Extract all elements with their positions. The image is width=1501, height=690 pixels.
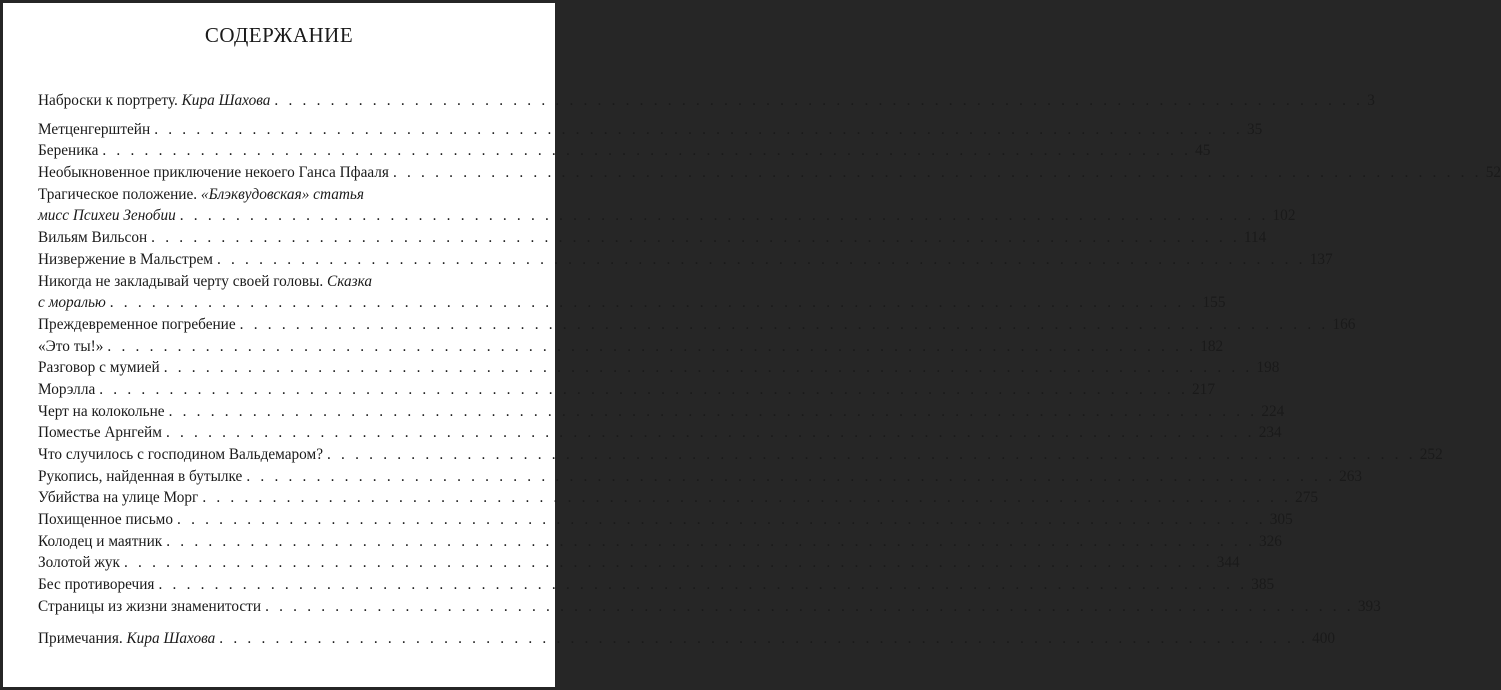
- dot-leader: . . . . . . . . . . . . . . . . . . . . . . . . . . . . . . . . . . . . . . . . . . . . . . . . . . . . . . . . . . . . . . . . . . . . . . . . . . . . . .: [107, 337, 1197, 355]
- toc-entry[interactable]: [38, 249, 1333, 271]
- entry-title: Черт на колокольне: [38, 402, 165, 420]
- dot-leader: . . . . . . . . . . . . . . . . . . . . . . . . . . . . . . . . . . . . . . . . . . . . . . . . . . . . . . . . . . . . . . . . . . . . . . . . . . . . . .: [99, 380, 1189, 398]
- toc-entry[interactable]: [38, 119, 1263, 141]
- entry-title: Рукопись, найденная в бутылке: [38, 467, 243, 485]
- toc-entry[interactable]: [38, 162, 1501, 184]
- entry-page-number: 252: [1419, 445, 1443, 463]
- toc-entry[interactable]: [38, 531, 1282, 553]
- dot-leader: . . . . . . . . . . . . . . . . . . . . . . . . . . . . . . . . . . . . . . . . . . . . . . . . . . . . . . . . . . . . . . . . . . . . . . . . . . . . . .: [166, 532, 1255, 550]
- entry-title: «Это ты!»: [38, 337, 104, 355]
- toc-entry[interactable]: [38, 336, 1224, 358]
- dot-leader: . . . . . . . . . . . . . . . . . . . . . . . . . . . . . . . . . . . . . . . . . . . . . . . . . . . . . . . . . . . . . . . . . . . . . . . . . . . . . .: [274, 91, 1364, 109]
- entry-title: Морэлла: [38, 380, 96, 398]
- dot-leader: . . . . . . . . . . . . . . . . . . . . . . . . . . . . . . . . . . . . . . . . . . . . . . . . . . . . . . . . . . . . . . . . . . . . . . . . . . . . . .: [179, 207, 1269, 225]
- dot-leader: . . . . . . . . . . . . . . . . . . . . . . . . . . . . . . . . . . . . . . . . . . . . . . . . . . . . . . . . . . . . . . . . . . . . . . . . . . . . . .: [392, 164, 1482, 182]
- toc-entry-intro[interactable]: [38, 90, 1375, 112]
- dot-leader: . . . . . . . . . . . . . . . . . . . . . . . . . . . . . . . . . . . . . . . . . . . . . . . . . . . . . . . . . . . . . . . . . . . . . . . . . . . . . .: [168, 402, 1258, 420]
- dot-leader: . . . . . . . . . . . . . . . . . . . . . . . . . . . . . . . . . . . . . . . . . . . . . . . . . . . . . . . . . . . . . . . . . . . . . . . . . . . . . .: [163, 359, 1253, 377]
- entry-page-number: 224: [1261, 402, 1285, 420]
- dot-leader: . . . . . . . . . . . . . . . . . . . . . . . . . . . . . . . . . . . . . . . . . . . . . . . . . . . . . . . . . . . . . . . . . . . . . . . . . . . . . .: [102, 142, 1192, 160]
- toc-entry[interactable]: [38, 401, 1285, 423]
- book-page: [3, 3, 1501, 687]
- dot-leader: . . . . . . . . . . . . . . . . . . . . . . . . . . . . . . . . . . . . . . . . . . . . . . . . . . . . . . . . . . . . . . . . . . . . . . . . . . . . . .: [165, 424, 1255, 442]
- entry-title: Наброски к портрету. Кира Шахова: [38, 91, 271, 109]
- entry-title: Колодец и маятник: [38, 532, 163, 550]
- entry-title: Метценгерштейн: [38, 120, 151, 138]
- toc-entry[interactable]: [38, 422, 1282, 444]
- entry-title: Примечания. Кира Шахова: [38, 630, 216, 648]
- entry-page-number: 114: [1243, 229, 1267, 247]
- dot-leader: . . . . . . . . . . . . . . . . . . . . . . . . . . . . . . . . . . . . . . . . . . . . . . . . . . . . . . . . . . . . . . . . . . . . . . . . . . . . . .: [123, 554, 1213, 572]
- toc-entry[interactable]: [38, 227, 1267, 249]
- entry-page-number: 52: [1485, 164, 1501, 182]
- entry-page-number: 3: [1367, 91, 1375, 109]
- entry-title: Страницы из жизни знаменитости: [38, 597, 262, 615]
- entry-title-line-2: [38, 205, 1296, 227]
- entry-page-number: 35: [1246, 120, 1263, 138]
- dot-leader: . . . . . . . . . . . . . . . . . . . . . . . . . . . . . . . . . . . . . . . . . . . . . . . . . . . . . . . . . . . . . . . . . . . . . . . . . . . . . .: [177, 511, 1266, 529]
- entry-title: Бес противоречия: [38, 576, 155, 594]
- toc-entry[interactable]: [38, 574, 1275, 596]
- entry-page-number: 155: [1202, 294, 1226, 312]
- dot-leader: . . . . . . . . . . . . . . . . . . . . . . . . . . . . . . . . . . . . . . . . . . . . . . . . . . . . . . . . . . . . . . . . . . . . . . . . . . . . . .: [158, 576, 1248, 594]
- entry-title: Золотой жук: [38, 554, 120, 572]
- entry-page-number: 393: [1357, 597, 1381, 615]
- toc-entry[interactable]: [38, 552, 1240, 574]
- entry-title: с моралью: [38, 294, 106, 312]
- toc-entry[interactable]: [38, 314, 1356, 336]
- entry-page-number: 182: [1200, 337, 1224, 355]
- entry-page-number: 305: [1269, 511, 1293, 529]
- dot-leader: . . . . . . . . . . . . . . . . . . . . . . . . . . . . . . . . . . . . . . . . . . . . . . . . . . . . . . . . . . . . . . . . . . . . . . . . . . . . . .: [151, 229, 1240, 247]
- entry-page-number: 385: [1251, 576, 1275, 594]
- dot-leader: . . . . . . . . . . . . . . . . . . . . . . . . . . . . . . . . . . . . . . . . . . . . . . . . . . . . . . . . . . . . . . . . . . . . . . . . . . . . . .: [265, 597, 1354, 615]
- entry-page-number: 198: [1256, 359, 1280, 377]
- entry-page-number: 344: [1216, 554, 1240, 572]
- toc-entry[interactable]: [38, 357, 1280, 379]
- entry-title: Необыкновенное приключение некоего Ганса Пфааля: [38, 164, 389, 182]
- entry-title: Что случилось с господином Вальдемаром?: [38, 445, 323, 463]
- entry-title: Береника: [38, 142, 99, 160]
- toc-entry-tragic[interactable]: [38, 184, 1296, 227]
- toc-entry-notes[interactable]: [38, 629, 1336, 651]
- entry-title: Убийства на улице Морг: [38, 489, 199, 507]
- dot-leader: . . . . . . . . . . . . . . . . . . . . . . . . . . . . . . . . . . . . . . . . . . . . . . . . . . . . . . . . . . . . . . . . . . . . . . . . . . . . . .: [216, 250, 1306, 268]
- toc-entry[interactable]: [38, 444, 1443, 466]
- entry-title-line-1: Никогда не закладывай черту своей головы. Сказка: [38, 272, 373, 290]
- entry-page-number: 326: [1258, 532, 1282, 550]
- entry-title-line-2: [38, 292, 1226, 314]
- toc-entry[interactable]: [38, 509, 1293, 531]
- entry-page-number: 263: [1339, 467, 1363, 485]
- entry-title-line-1: Трагическое положение. «Блэквудовская» статья: [38, 185, 364, 203]
- entry-page-number: 137: [1309, 250, 1333, 268]
- toc-entry[interactable]: [38, 379, 1215, 401]
- dot-leader: . . . . . . . . . . . . . . . . . . . . . . . . . . . . . . . . . . . . . . . . . . . . . . . . . . . . . . . . . . . . . . . . . . . . . . . . . . . . . .: [109, 294, 1199, 312]
- toc-entry[interactable]: [38, 466, 1363, 488]
- dot-leader: . . . . . . . . . . . . . . . . . . . . . . . . . . . . . . . . . . . . . . . . . . . . . . . . . . . . . . . . . . . . . . . . . . . . . . . . . . . . . .: [154, 120, 1243, 138]
- dot-leader: . . . . . . . . . . . . . . . . . . . . . . . . . . . . . . . . . . . . . . . . . . . . . . . . . . . . . . . . . . . . . . . . . . . . . . . . . . . . . .: [246, 467, 1336, 485]
- entry-page-number: 45: [1195, 142, 1211, 160]
- entry-page-number: 400: [1312, 630, 1336, 648]
- toc-entry[interactable]: [38, 596, 1381, 618]
- entry-page-number: 102: [1272, 207, 1296, 225]
- toc-entry[interactable]: [38, 487, 1319, 509]
- entry-page-number: 275: [1295, 489, 1319, 507]
- entry-page-number: 166: [1332, 315, 1356, 333]
- entry-title: Преждевременное погребение: [38, 315, 236, 333]
- dot-leader: . . . . . . . . . . . . . . . . . . . . . . . . . . . . . . . . . . . . . . . . . . . . . . . . . . . . . . . . . . . . . . . . . . . . . . . . . . . . . .: [327, 445, 1416, 463]
- entry-title: Разговор с мумией: [38, 359, 160, 377]
- dot-leader: . . . . . . . . . . . . . . . . . . . . . . . . . . . . . . . . . . . . . . . . . . . . . . . . . . . . . . . . . . . . . . . . . . . . . . . . . . . . . .: [219, 630, 1309, 648]
- toc-entry-never[interactable]: [38, 271, 1226, 314]
- dot-leader: . . . . . . . . . . . . . . . . . . . . . . . . . . . . . . . . . . . . . . . . . . . . . . . . . . . . . . . . . . . . . . . . . . . . . . . . . . . . . .: [202, 489, 1292, 507]
- toc-entry[interactable]: [38, 140, 1211, 162]
- entry-title: Похищенное письмо: [38, 511, 174, 529]
- dot-leader: . . . . . . . . . . . . . . . . . . . . . . . . . . . . . . . . . . . . . . . . . . . . . . . . . . . . . . . . . . . . . . . . . . . . . . . . . . . . . .: [239, 315, 1329, 333]
- page-title: СОДЕРЖАНИЕ: [204, 23, 354, 47]
- entry-page-number: 234: [1258, 424, 1282, 442]
- entry-title: Поместье Арнгейм: [38, 424, 162, 442]
- entry-title: мисс Психеи Зенобии: [38, 207, 176, 225]
- entry-title: Низвержение в Мальстрем: [38, 250, 213, 268]
- entry-page-number: 217: [1192, 380, 1215, 398]
- entry-title: Вильям Вильсон: [38, 229, 148, 247]
- table-of-contents: [38, 90, 1501, 650]
